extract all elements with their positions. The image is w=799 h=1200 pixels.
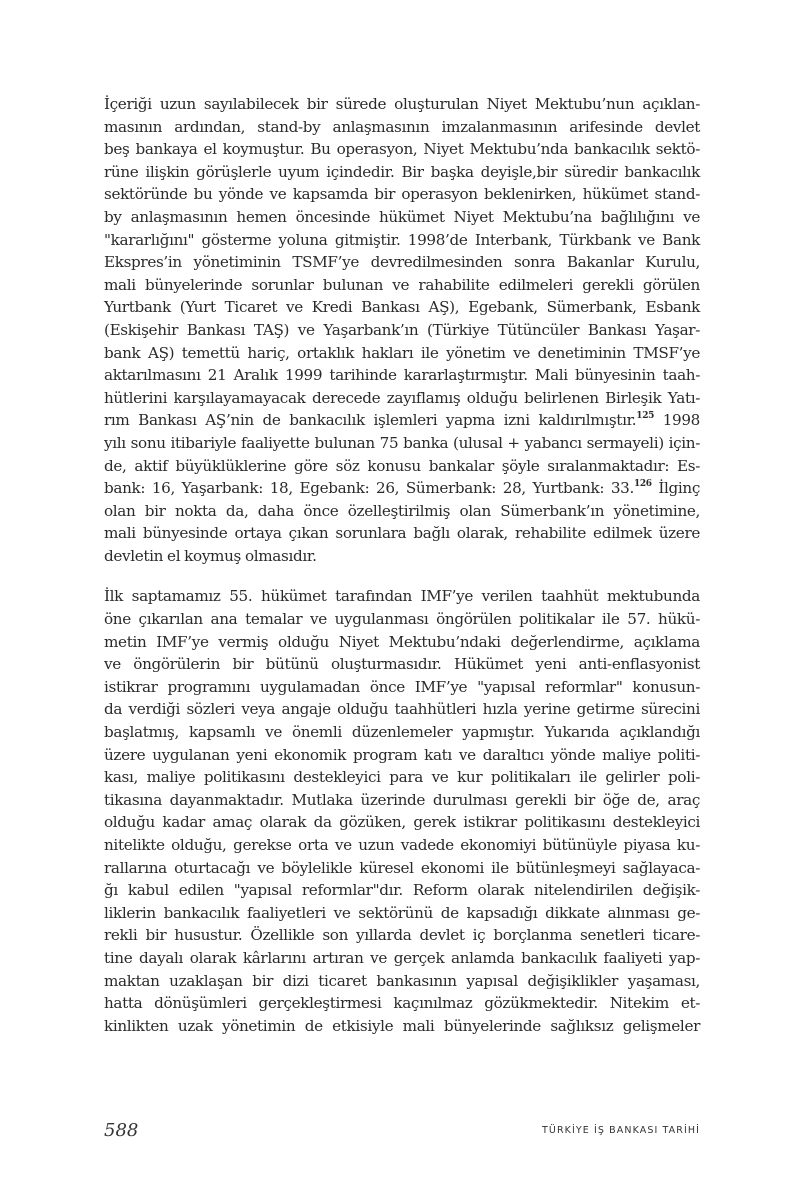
text-line: mali bünyelerinde sorunlar bulunan ve rahabilite edilmeleri gerekli görülen <box>104 275 700 294</box>
line-text: İlginç <box>651 479 701 498</box>
text-line: mali bünyesinde ortaya çıkan sorunlara bağlı olarak, rehabilite edilmek üzere <box>104 524 700 543</box>
text-line: İçeriği uzun sayılabilecek bir sürede oluşturulan Niyet Mektubu’nun açıklan- <box>104 95 700 113</box>
text-line: tikasına dayanmaktadır. Mutlaka üzerinde durulması gerekli bir öğe de, araç <box>104 790 700 809</box>
text-line: sektöründe bu yönde ve kapsamda bir operasyon beklenirken, hükümet stand- <box>104 185 700 204</box>
text-line: hatta dönüşümleri gerçekleştirmesi kaçınılmaz gözükmektedir. Nitekim et- <box>104 994 700 1013</box>
text-line <box>104 477 700 500</box>
page-body <box>104 93 700 1037</box>
text-line: "kararlığını" gösterme yoluna gitmiştir. 1998’de Interbank, Türkbank ve Bank <box>104 230 700 249</box>
text-line: üzere uygulanan yeni ekonomik program katı ve daraltıcı yönde maliye politi- <box>104 745 700 764</box>
text-line: Ekspres’in yönetiminin TSMF’ye devredilmesinden sonra Bakanlar Kurulu, <box>104 253 700 272</box>
text-line: da verdiği sözleri veya angaje olduğu taahhütleri hızla yerine getirme sürecini <box>104 700 700 719</box>
text-line: liklerin bankacılık faaliyetleri ve sektörünü de kapsadığı dikkate alınması ge- <box>104 903 700 922</box>
text-line: İlk saptamamız 55. hükümet tarafından IMF’ye verilen taahhüt mektubunda <box>104 587 700 606</box>
text-line <box>104 409 700 432</box>
text-line: yılı sonu itibariyle faaliyette bulunan 75 banka (ulusal + yabancı sermayeli) için- <box>104 433 700 452</box>
text-line: masının ardından, stand-by anlaşmasının imzalanmasının arifesinde devlet <box>104 117 700 136</box>
running-title: TÜRKİYE İŞ BANKASI TARİHİ <box>541 1125 700 1136</box>
text-line: olan bir nokta da, daha önce özelleştirilmiş olan Sümerbank’ın yönetimine, <box>104 501 700 520</box>
text-line: ğı kabul edilen "yapısal reformlar"dır. Reform olarak nitelendirilen değişik- <box>104 881 700 900</box>
paragraph-2 <box>104 585 700 1037</box>
text-line: istikrar programını uygulamadan önce IMF’ye "yapısal reformlar" konusun- <box>104 677 700 696</box>
text-line: de, aktif büyüklüklerine göre söz konusu bankalar şöyle sıralanmaktadır: Es- <box>104 456 700 475</box>
text-line: hütlerini karşılayamayacak derecede zayıflamış olduğu belirlenen Birleşik Yatı- <box>104 388 700 407</box>
text-line: rüne ilişkin görüşlerle uyum içindedir. Bir başka deyişle,bir süredir bankacılık <box>104 162 700 181</box>
text-line: tine dayalı olarak kârlarını artıran ve gerçek anlamda bankacılık faaliyeti yap- <box>104 948 700 967</box>
text-line: rallarına oturtacağı ve böylelikle küresel ekonomi ile bütünleşmeyi sağlayaca- <box>104 858 700 877</box>
text-line: kinlikten uzak yönetimin de etkisiyle mali bünyelerinde sağlıksız gelişmeler <box>104 1016 700 1035</box>
line-text: 1998 <box>654 411 700 430</box>
text-line: Yurtbank (Yurt Ticaret ve Kredi Bankası AŞ), Egebank, Sümerbank, Esbank <box>104 298 700 317</box>
text-line: öne çıkarılan ana temalar ve uygulanması öngörülen politikalar ile 57. hükü- <box>104 610 700 629</box>
text-line: (Eskişehir Bankası TAŞ) ve Yaşarbank’ın (Türkiye Tütüncüler Bankası Yaşar- <box>104 320 700 339</box>
text-line: nitelikte olduğu, gerekse orta ve uzun vadede ekonomiyi bütünüyle piyasa ku- <box>104 836 700 854</box>
text-line: by anlaşmasının hemen öncesinde hükümet Niyet Mektubu’na bağlılığını ve <box>104 207 700 226</box>
footnote-ref-125[interactable]: 125 <box>636 411 655 422</box>
text-line: başlatmış, kapsamlı ve önemli düzenlemeler yapmıştır. Yukarıda açıklandığı <box>104 723 700 742</box>
text-line: aktarılmasını 21 Aralık 1999 tarihinde kararlaştırmıştır. Mali bünyesinin taah- <box>104 366 700 385</box>
text-line: rekli bir husustur. Özellikle son yıllarda devlet iç borçlanma senetleri ticare- <box>104 926 700 945</box>
paragraph-1 <box>104 93 700 567</box>
page-number: 588 <box>104 1120 139 1141</box>
text-line: bank AŞ) temettü hariç, ortaklık hakları ile yönetim ve denetiminin TMSF’ye <box>104 343 700 362</box>
text-line: kası, maliye politikasını destekleyici para ve kur politikaları ile gelirler poli- <box>104 768 700 787</box>
page-footer <box>104 1120 700 1150</box>
line-text: rım Bankası AŞ’nin de bankacılık işlemleri yapma izni kaldırılmıştır. <box>104 411 637 430</box>
text-line: maktan uzaklaşan bir dizi ticaret bankasının yapısal değişiklikler yaşaması, <box>104 971 700 990</box>
footnote-ref-126[interactable]: 126 <box>633 479 652 490</box>
text-line: olduğu kadar amaç olarak da gözüken, gerek istikrar politikasını destekleyici <box>104 813 700 832</box>
line-text: bank: 16, Yaşarbank: 18, Egebank: 26, Sümerbank: 28, Yurtbank: 33. <box>104 479 634 498</box>
text-line: beş bankaya el koymuştur. Bu operasyon, Niyet Mektubu’nda bankacılık sektö- <box>104 140 700 159</box>
text-line: devletin el koymuş olmasıdır. <box>104 546 317 565</box>
text-line: ve öngörülerin bir bütünü oluşturmasıdır. Hükümet yeni anti-enflasyonist <box>104 655 700 674</box>
text-line: metin IMF’ye vermiş olduğu Niyet Mektubu’ndaki değerlendirme, açıklama <box>104 632 700 651</box>
